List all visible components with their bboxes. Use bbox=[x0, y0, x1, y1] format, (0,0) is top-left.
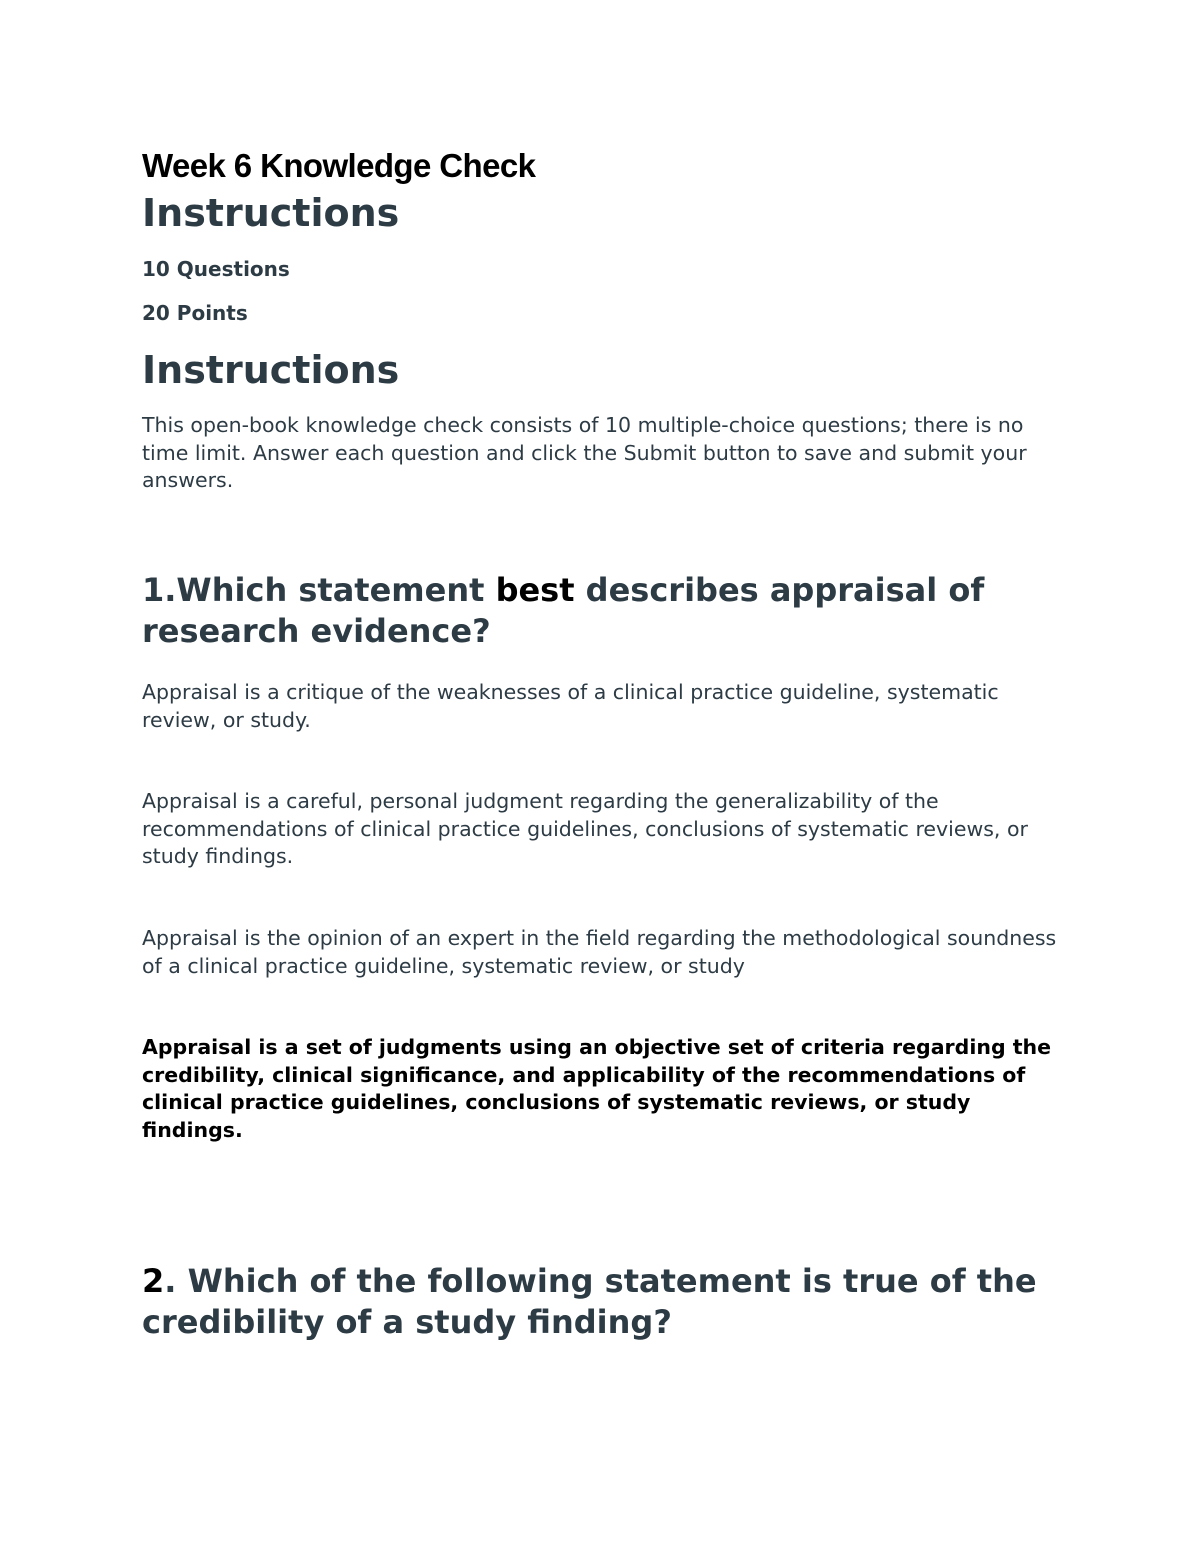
questions-count: 10 Questions bbox=[142, 257, 290, 281]
question-1-text-end: describes appraisal of research evidence? bbox=[142, 571, 985, 650]
instructions-heading-secondary: Instructions bbox=[142, 348, 400, 392]
question-1-emphasis: best bbox=[495, 571, 575, 609]
instructions-heading: Instructions bbox=[142, 191, 400, 235]
question-2 bbox=[142, 1261, 1062, 1343]
question-1-option-4-correct[interactable]: Appraisal is a set of judgments using an objective set of criteria regarding the credibility, clinical significance, and applicability of the recommendations of clinical practice guidelines, conclusions of systematic reviews, or study findings. bbox=[142, 1035, 1052, 1142]
question-1-option-1[interactable]: Appraisal is a critique of the weaknesses of a clinical practice guideline, systematic review, or study. bbox=[142, 680, 999, 732]
question-2-number: 2 bbox=[142, 1262, 165, 1300]
question-1-option-2[interactable]: Appraisal is a careful, personal judgment regarding the generalizability of the recommendations of clinical practice guidelines, conclusions of systematic reviews, or study findings. bbox=[142, 789, 1028, 868]
document-title: Week 6 Knowledge Check bbox=[142, 147, 536, 184]
question-2-text: . Which of the following statement is true of the credibility of a study finding? bbox=[142, 1262, 1037, 1341]
question-1 bbox=[142, 570, 1062, 652]
points-total: 20 Points bbox=[142, 301, 248, 325]
question-1-text-start: Which statement bbox=[176, 571, 496, 609]
question-1-option-3[interactable]: Appraisal is the opinion of an expert in the field regarding the methodological soundness of a clinical practice guideline, systematic review, or study bbox=[142, 926, 1057, 978]
question-1-number: 1. bbox=[142, 571, 177, 609]
instructions-text: This open-book knowledge check consists of 10 multiple-choice questions; there is no time limit. Answer each question and click the Submit button to save and submit your answers. bbox=[142, 413, 1027, 492]
